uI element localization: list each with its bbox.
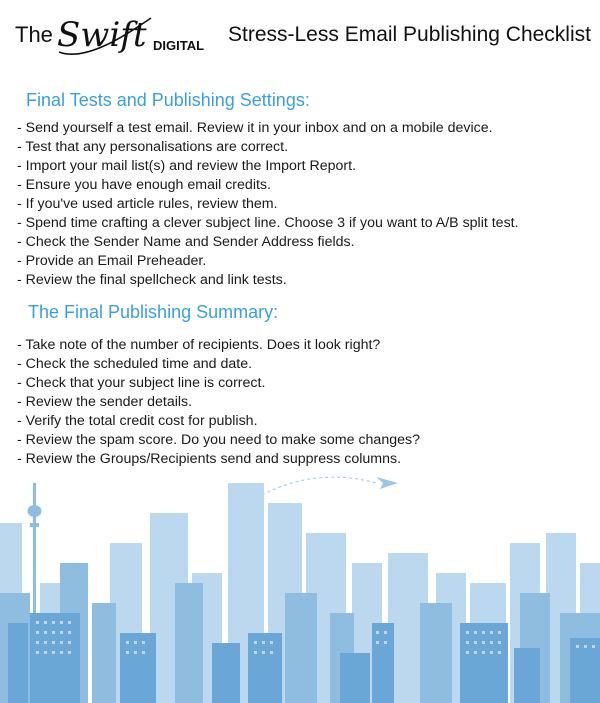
section-heading-summary: The Final Publishing Summary: <box>28 302 279 322</box>
page-title: Stress-Less Email Publishing Checklist <box>228 23 591 46</box>
list-item: - Verify the total credit cost for publish. <box>17 412 420 431</box>
list-item: - Review the spam score. Do you need to make some changes? <box>17 431 420 450</box>
swift-digital-logo <box>55 6 215 66</box>
logo-script-word: Swift <box>57 15 147 55</box>
list-item: - Spend time crafting a clever subject line. Choose 3 if you want to A/B split test. <box>17 214 519 233</box>
list-item: - Provide an Email Preheader. <box>17 252 519 271</box>
skyline-graphic <box>0 463 600 703</box>
checklist-tests <box>17 119 519 290</box>
paper-plane-icon <box>376 477 398 489</box>
list-item: - Test that any personalisations are correct. <box>17 138 519 157</box>
list-item: - Check that your subject line is correct. <box>17 374 420 393</box>
city-skyline-illustration <box>0 463 600 703</box>
list-item: - Review the sender details. <box>17 393 420 412</box>
section-heading-tests: Final Tests and Publishing Settings: <box>26 90 310 110</box>
list-item: - Check the Sender Name and Sender Address fields. <box>17 233 519 252</box>
header <box>0 0 600 80</box>
list-item: - Review the final spellcheck and link tests. <box>17 271 519 290</box>
swift-digital-logo-mark <box>55 6 215 66</box>
checklist-summary <box>17 336 420 469</box>
list-item: - Check the scheduled time and date. <box>17 355 420 374</box>
list-item: - Ensure you have enough email credits. <box>17 176 519 195</box>
list-item: - If you've used article rules, review them. <box>17 195 519 214</box>
paper-plane-trail <box>262 477 376 495</box>
brand-prefix: The <box>15 22 53 47</box>
list-item: - Take note of the number of recipients. Does it look right? <box>17 336 420 355</box>
list-item: - Import your mail list(s) and review the Import Report. <box>17 157 519 176</box>
list-item: - Review the Groups/Recipients send and suppress columns. <box>17 450 420 469</box>
logo-block-word: DIGITAL <box>153 38 205 53</box>
list-item: - Send yourself a test email. Review it in your inbox and on a mobile device. <box>17 119 519 138</box>
